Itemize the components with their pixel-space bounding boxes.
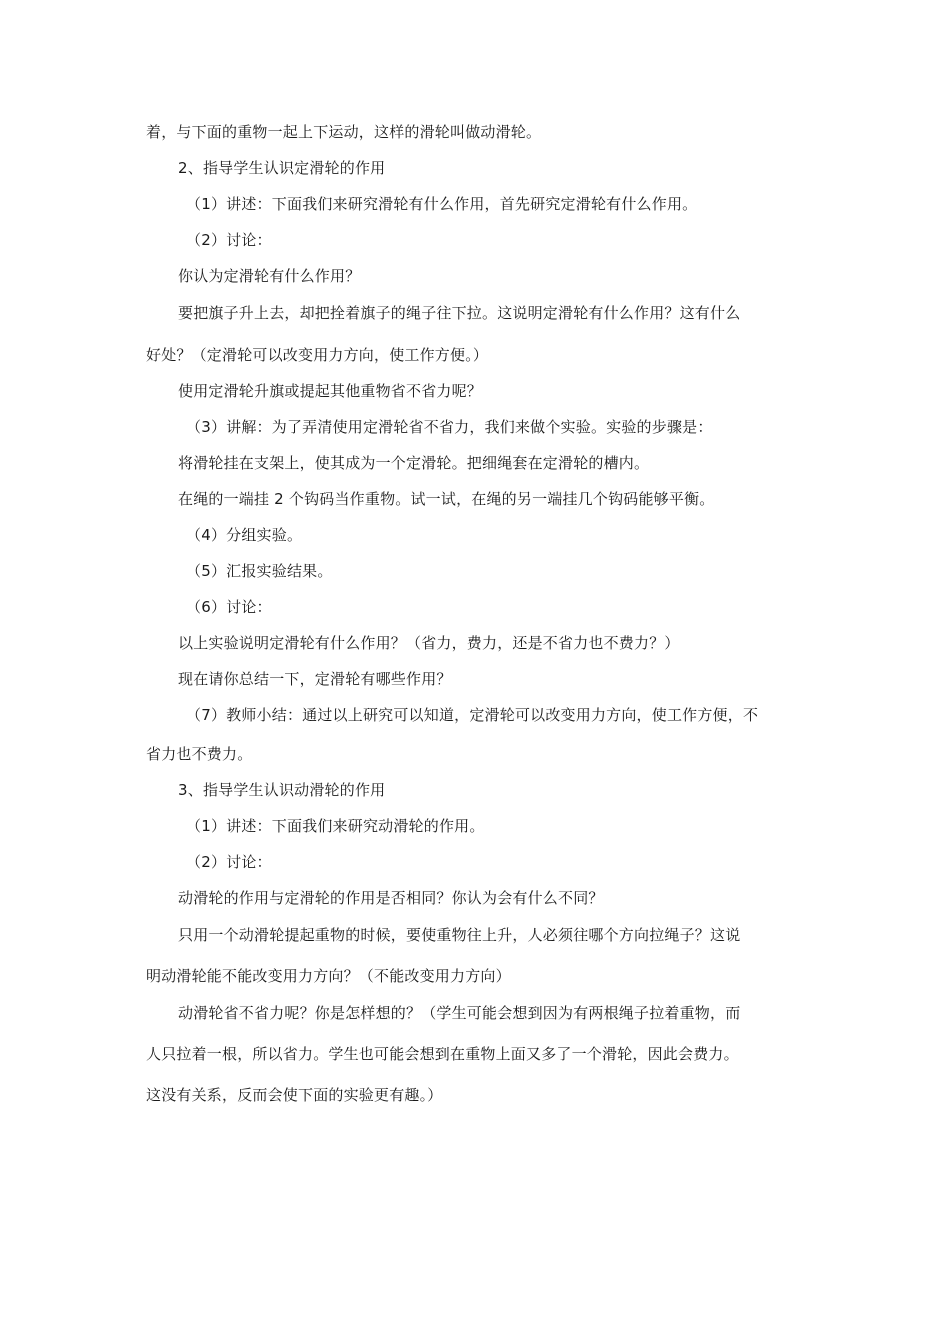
paragraph-line: 在绳的一端挂 2 个钩码当作重物。试一试，在绳的另一端挂几个钩码能够平衡。 [178, 490, 715, 508]
paragraph-line: 你认为定滑轮有什么作用？ [178, 267, 361, 285]
section-heading: 2、指导学生认识定滑轮的作用 [178, 159, 386, 177]
paragraph-line: 这没有关系，反而会使下面的实验更有趣。） [146, 1086, 443, 1104]
paragraph-line: （1）讲述：下面我们来研究滑轮有什么作用，首先研究定滑轮有什么作用。 [186, 195, 698, 213]
paragraph-line: （7）教师小结：通过以上研究可以知道，定滑轮可以改变用力方向，使工作方便，不 [186, 706, 759, 724]
paragraph-line: 要把旗子升上去，却把拴着旗子的绳子往下拉。这说明定滑轮有什么作用？这有什么 [178, 304, 741, 322]
paragraph-line: （3）讲解：为了弄清使用定滑轮省不省力，我们来做个实验。实验的步骤是： [186, 418, 713, 436]
paragraph-line: （5）汇报实验结果。 [186, 562, 333, 580]
paragraph-line: （4）分组实验。 [186, 526, 303, 544]
paragraph-line: （6）讨论： [186, 598, 272, 616]
paragraph-line: 只用一个动滑轮提起重物的时候，要使重物往上升，人必须往哪个方向拉绳子？这说 [178, 926, 741, 944]
paragraph-line: 动滑轮的作用与定滑轮的作用是否相同？你认为会有什么不同？ [178, 889, 604, 907]
section-heading: 3、指导学生认识动滑轮的作用 [178, 781, 386, 799]
paragraph-line: 好处？（定滑轮可以改变用力方向，使工作方便。） [146, 346, 489, 364]
paragraph-line: 以上实验说明定滑轮有什么作用？（省力，费力，还是不省力也不费力？） [178, 634, 680, 652]
paragraph-line: 现在请你总结一下，定滑轮有哪些作用？ [178, 670, 452, 688]
paragraph-line: 将滑轮挂在支架上，使其成为一个定滑轮。把细绳套在定滑轮的槽内。 [178, 454, 650, 472]
paragraph-line: 明动滑轮能不能改变用力方向？（不能改变用力方向） [146, 967, 511, 985]
paragraph-line: （2）讨论： [186, 231, 272, 249]
paragraph-line: 着，与下面的重物一起上下运动，这样的滑轮叫做动滑轮。 [146, 123, 542, 141]
paragraph-line: 人只拉着一根，所以省力。学生也可能会想到在重物上面又多了一个滑轮，因此会费力。 [146, 1045, 739, 1063]
paragraph-line: 省力也不费力。 [146, 745, 253, 763]
paragraph-line: （1）讲述：下面我们来研究动滑轮的作用。 [186, 817, 485, 835]
paragraph-line: 动滑轮省不省力呢？你是怎样想的？（学生可能会想到因为有两根绳子拉着重物，而 [178, 1004, 741, 1022]
paragraph-line: （2）讨论： [186, 853, 272, 871]
paragraph-line: 使用定滑轮升旗或提起其他重物省不省力呢？ [178, 382, 483, 400]
